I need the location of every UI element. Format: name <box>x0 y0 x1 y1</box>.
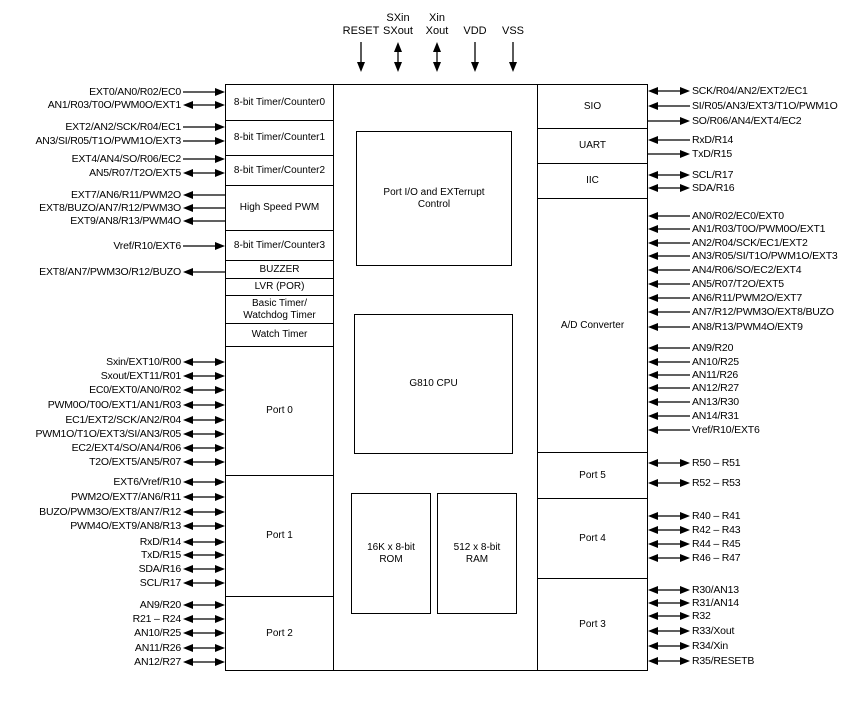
pin-row <box>648 477 742 489</box>
pin-label: SI/R05/AN3/EXT3/T1O/PWM1O <box>692 100 838 112</box>
block-label-line: 8-bit Timer/Counter1 <box>233 132 326 143</box>
pin-label: Sxout/EXT11/R01 <box>100 370 181 382</box>
input-arrow-icon <box>648 425 690 435</box>
pin-row <box>68 215 225 227</box>
iic-block <box>537 163 648 199</box>
pin-row <box>648 410 741 422</box>
timer-counter1-block <box>225 120 334 156</box>
ad-converter-block <box>537 198 648 453</box>
pin-row <box>63 121 225 133</box>
pin-label: EC1/EXT2/SCK/AN2/R04 <box>65 414 181 426</box>
pin-label: TxD/R15 <box>140 549 181 561</box>
input-arrow-icon <box>183 154 225 164</box>
pin-label: EC2/EXT4/SO/AN4/R06 <box>71 442 181 454</box>
buzzer-block <box>225 260 334 279</box>
input-arrow-icon <box>648 397 690 407</box>
timer-counter3-block <box>225 230 334 261</box>
input-arrow-icon <box>648 211 690 221</box>
pin-label: PWM4O/EXT9/AN8/R13 <box>70 520 181 532</box>
input-arrow-icon <box>648 383 690 393</box>
input-arrow-icon <box>648 135 690 145</box>
pin-label: EXT2/AN2/SCK/R04/EC1 <box>65 121 181 133</box>
bidirectional-arrow-icon <box>183 600 225 610</box>
lvr-por-label <box>255 281 305 293</box>
pin-row <box>68 520 225 532</box>
pin-row <box>648 210 786 222</box>
rom-label <box>367 542 415 566</box>
bidirectional-arrow-icon <box>183 477 225 487</box>
pin-label: R52 – R53 <box>692 477 741 489</box>
left-peripheral-column <box>225 84 334 671</box>
pin-label: R30/AN13 <box>692 584 739 596</box>
pin-row <box>37 506 225 518</box>
pin-row <box>87 384 225 396</box>
bidirectional-arrow-icon <box>183 614 225 624</box>
uart-block <box>537 128 648 164</box>
input-arrow-icon <box>648 411 690 421</box>
rom-block <box>351 493 431 614</box>
pin-row <box>139 549 225 561</box>
pin-row <box>137 563 225 575</box>
pin-label: R33/Xout <box>692 625 735 637</box>
pin-row <box>648 369 740 381</box>
pin-row <box>648 597 741 609</box>
ad-converter-label <box>561 320 624 332</box>
bidirectional-arrow-icon <box>183 457 225 467</box>
input-arrow-icon <box>648 224 690 234</box>
bidirectional-arrow-icon <box>183 564 225 574</box>
pin-label: Sxin/EXT10/R00 <box>106 356 181 368</box>
pin-label: R42 – R43 <box>692 524 741 536</box>
port4-label <box>579 533 606 545</box>
pin-row <box>46 99 225 111</box>
block-label-line: 16K x 8-bit <box>367 541 415 553</box>
pin-row <box>648 510 742 522</box>
input-arrow-icon <box>648 101 690 111</box>
input-arrow-icon <box>648 279 690 289</box>
pin-label: SCL/R17 <box>139 577 181 589</box>
pin-row <box>70 442 225 454</box>
pin-row <box>138 577 225 589</box>
ram-block <box>437 493 517 614</box>
high-speed-pwm-label <box>240 202 319 214</box>
pin-row <box>648 655 756 667</box>
top-label-line: RESET <box>342 25 380 37</box>
bidirectional-arrow-icon <box>648 511 690 521</box>
block-label-line: Port 4 <box>579 532 606 544</box>
pin-row <box>63 414 225 426</box>
input-arrow-icon <box>508 42 518 72</box>
pin-label: AN1/R03/T0O/PWM0O/EXT1 <box>47 99 181 111</box>
pin-row <box>648 356 741 368</box>
pin-label: AN9/R20 <box>692 342 734 354</box>
block-label-line: ROM <box>379 553 403 565</box>
bidirectional-arrow-icon <box>183 400 225 410</box>
block-label-line: 8-bit Timer/Counter0 <box>233 96 326 108</box>
bidirectional-arrow-icon <box>183 578 225 588</box>
pin-row <box>648 134 735 146</box>
top-label-line: Xout <box>425 25 449 37</box>
pin-row <box>69 189 225 201</box>
pin-label: TxD/R15 <box>692 148 733 160</box>
bidirectional-arrow-icon <box>648 539 690 549</box>
pin-row <box>648 457 742 469</box>
basic-watchdog-timer-block <box>225 295 334 324</box>
pin-row <box>87 167 225 179</box>
block-label-line: Port 3 <box>579 618 606 630</box>
high-speed-pwm-block <box>225 185 334 231</box>
pin-row <box>104 356 225 368</box>
pin-row <box>138 536 225 548</box>
pin-label: R31/AN14 <box>692 597 739 609</box>
sio-block <box>537 84 648 129</box>
port5-block <box>537 452 648 499</box>
port1-block <box>225 475 334 597</box>
bidirectional-arrow-icon <box>183 168 225 178</box>
vss-pin-label <box>468 10 558 38</box>
block-label-line: LVR (POR) <box>254 281 305 292</box>
block-label-line: Watchdog Timer <box>243 309 316 321</box>
bidirectional-arrow-icon <box>183 492 225 502</box>
pin-label: R44 – R45 <box>692 538 741 550</box>
bidirectional-arrow-icon <box>648 525 690 535</box>
block-label-line: High Speed PWM <box>239 202 320 213</box>
input-arrow-icon <box>648 238 690 248</box>
pin-label: Vref/R10/EXT6 <box>113 240 181 252</box>
pin-row <box>648 306 836 318</box>
pin-label: R46 – R47 <box>692 552 741 564</box>
pin-row <box>70 153 225 165</box>
block-label-line: Port 2 <box>266 627 293 639</box>
pin-label: R34/Xin <box>692 640 728 652</box>
block-label-line: Watch Timer <box>251 329 308 340</box>
output-arrow-icon <box>183 267 225 277</box>
pin-row <box>37 202 225 214</box>
pin-row <box>99 370 225 382</box>
bidirectional-arrow-icon <box>183 357 225 367</box>
top-label-line: SXout <box>383 25 413 37</box>
pin-row <box>111 240 225 252</box>
iic-label <box>586 175 599 187</box>
pin-row <box>648 292 804 304</box>
pin-label: AN14/R31 <box>692 410 739 422</box>
port3-block <box>537 578 648 671</box>
pin-row <box>132 627 225 639</box>
block-label-line: 512 x 8-bit <box>453 541 501 553</box>
pin-row <box>33 428 225 440</box>
pin-label: AN13/R30 <box>692 396 739 408</box>
pin-label: EXT9/AN8/R13/PWM4O <box>70 215 181 227</box>
port0-block <box>225 346 334 476</box>
port1-label <box>266 530 293 542</box>
port-io-exterrupt-control-block <box>356 131 512 266</box>
pin-label: AN10/R25 <box>134 627 181 639</box>
block-label-line: 8-bit Timer/Counter3 <box>233 239 326 251</box>
pin-label: R21 – R24 <box>132 613 181 625</box>
block-label-line: Port 5 <box>579 469 606 481</box>
bidirectional-arrow-icon <box>648 183 690 193</box>
input-arrow-icon <box>648 370 690 380</box>
input-arrow-icon <box>183 122 225 132</box>
top-label-line: VSS <box>501 25 524 37</box>
pin-label: EXT4/AN4/SO/R06/EC2 <box>71 153 181 165</box>
pin-label: AN11/R26 <box>134 642 181 654</box>
top-label-line: Xin <box>429 12 445 24</box>
block-label-line: RAM <box>465 553 489 565</box>
block-label-line: SIO <box>583 100 602 112</box>
block-label-line: 8-bit Timer/Counter2 <box>233 164 326 176</box>
pin-label: AN12/R27 <box>134 656 181 668</box>
block-label-line: A/D Converter <box>560 319 625 331</box>
bidirectional-arrow-icon <box>183 643 225 653</box>
block-label-line: Control <box>417 198 451 210</box>
pin-row <box>648 382 741 394</box>
pin-row <box>648 584 741 596</box>
watch-timer-label <box>252 329 308 341</box>
pin-row <box>648 524 742 536</box>
port2-label <box>266 628 293 640</box>
pin-row <box>648 148 734 160</box>
bidirectional-arrow-icon <box>648 585 690 595</box>
pin-row <box>648 115 803 127</box>
pin-row <box>648 321 805 333</box>
pin-row <box>131 613 225 625</box>
pin-row <box>648 169 735 181</box>
timer-counter0-block <box>225 84 334 121</box>
pin-label: AN3/SI/R05/T1O/PWM1O/EXT3 <box>35 135 181 147</box>
input-arrow-icon <box>183 136 225 146</box>
input-arrow-icon <box>648 293 690 303</box>
port5-label <box>579 470 606 482</box>
pin-label: AN2/R04/SCK/EC1/EXT2 <box>692 237 808 249</box>
sio-label <box>584 101 601 113</box>
pin-row <box>648 182 736 194</box>
bidirectional-arrow-icon <box>183 628 225 638</box>
pin-label: SCK/R04/AN2/EXT2/EC1 <box>692 85 808 97</box>
timer-counter2-label <box>234 165 325 177</box>
pin-label: SDA/R16 <box>138 563 181 575</box>
pin-label: R40 – R41 <box>692 510 741 522</box>
pin-row <box>33 135 225 147</box>
pin-label: AN12/R27 <box>692 382 739 394</box>
pin-label: PWM2O/EXT7/AN6/R11 <box>71 491 181 503</box>
pin-label: PWM0O/T0O/EXT1/AN1/R03 <box>47 399 181 411</box>
pin-label: EXT6/Vref/R10 <box>113 476 181 488</box>
pin-label: AN10/R25 <box>692 356 739 368</box>
port0-label <box>266 405 293 417</box>
bidirectional-arrow-icon <box>648 611 690 621</box>
pin-label: SO/R06/AN4/EXT4/EC2 <box>692 115 802 127</box>
pin-label: AN7/R12/PWM3O/EXT8/BUZO <box>692 306 834 318</box>
pin-row <box>648 424 762 436</box>
pin-label: R32 <box>692 610 711 622</box>
pin-label: EC0/EXT0/AN0/R02 <box>89 384 181 396</box>
g810-cpu-label <box>409 378 457 390</box>
pin-row <box>648 538 742 550</box>
top-label-line: VDD <box>463 25 487 37</box>
pin-row <box>138 599 225 611</box>
timer-counter1-label <box>234 132 325 144</box>
bidirectional-arrow-icon <box>648 626 690 636</box>
pin-label: AN3/R05/SI/T1O/PWM1O/EXT3 <box>692 250 838 262</box>
bidirectional-arrow-icon <box>183 385 225 395</box>
ram-label <box>454 542 501 566</box>
bidirectional-arrow-icon <box>183 100 225 110</box>
pin-label: EXT0/AN0/R02/EC0 <box>89 86 181 98</box>
pin-label: BUZO/PWM3O/EXT8/AN7/R12 <box>39 506 181 518</box>
pin-row <box>648 610 713 622</box>
timer-counter0-label <box>234 97 325 109</box>
pin-label: PWM1O/T1O/EXT3/SI/AN3/R05 <box>35 428 181 440</box>
buzzer-label <box>260 264 300 276</box>
pin-row <box>133 642 225 654</box>
pin-label: AN11/R26 <box>692 369 739 381</box>
input-arrow-icon <box>356 42 366 72</box>
pin-row <box>46 399 225 411</box>
pin-row <box>87 456 225 468</box>
block-label-line: Port I/O and EXTerrupt <box>383 186 485 198</box>
bidirectional-arrow-icon <box>648 641 690 651</box>
bidirectional-arrow-icon <box>183 537 225 547</box>
block-label-line: BUZZER <box>259 263 300 275</box>
pin-label: RxD/R14 <box>692 134 734 146</box>
bidirectional-arrow-icon <box>183 371 225 381</box>
port2-block <box>225 596 334 671</box>
pin-label: SDA/R16 <box>692 182 735 194</box>
lvr-por-block <box>225 278 334 296</box>
bidirectional-arrow-icon <box>183 550 225 560</box>
bidirectional-arrow-icon <box>432 42 442 72</box>
bidirectional-arrow-icon <box>648 553 690 563</box>
pin-row <box>648 278 786 290</box>
pin-row <box>648 552 742 564</box>
input-arrow-icon <box>648 307 690 317</box>
bidirectional-arrow-icon <box>183 521 225 531</box>
bidirectional-arrow-icon <box>183 429 225 439</box>
pin-label: AN6/R11/PWM2O/EXT7 <box>692 292 802 304</box>
g810-cpu-block <box>354 314 513 454</box>
pin-row <box>648 250 840 262</box>
bidirectional-arrow-icon <box>183 415 225 425</box>
input-arrow-icon <box>648 251 690 261</box>
bidirectional-arrow-icon <box>648 598 690 608</box>
timer-counter3-label <box>234 240 325 252</box>
output-arrow-icon <box>648 116 690 126</box>
basic-watchdog-timer-label <box>243 298 315 322</box>
output-arrow-icon <box>183 190 225 200</box>
port-io-exterrupt-control-label <box>383 187 484 211</box>
pin-row <box>648 640 730 652</box>
block-label-line: Basic Timer/ <box>251 297 307 309</box>
block-label-line: G810 CPU <box>409 378 458 389</box>
input-arrow-icon <box>648 357 690 367</box>
pin-label: AN1/R03/T0O/PWM0O/EXT1 <box>692 223 826 235</box>
bidirectional-arrow-icon <box>648 86 690 96</box>
block-label-line: Port 1 <box>266 530 293 541</box>
pin-row <box>648 625 736 637</box>
pin-row <box>132 656 225 668</box>
output-arrow-icon <box>183 203 225 213</box>
input-arrow-icon <box>470 42 480 72</box>
pin-row <box>87 86 225 98</box>
input-arrow-icon <box>648 322 690 332</box>
input-arrow-icon <box>648 343 690 353</box>
top-label-line: SXin <box>386 12 410 24</box>
bidirectional-arrow-icon <box>183 657 225 667</box>
block-label-line: UART <box>578 140 607 151</box>
output-arrow-icon <box>183 216 225 226</box>
pin-label: EXT8/BUZO/AN7/R12/PWM3O <box>39 202 181 214</box>
pin-label: Vref/R10/EXT6 <box>692 424 760 436</box>
pin-row <box>69 491 225 503</box>
pin-row <box>648 396 741 408</box>
input-arrow-icon <box>183 241 225 251</box>
pin-row <box>37 266 225 278</box>
pin-label: AN4/R06/SO/EC2/EXT4 <box>692 264 802 276</box>
bidirectional-arrow-icon <box>648 478 690 488</box>
bidirectional-arrow-icon <box>648 170 690 180</box>
pin-label: EXT7/AN6/R11/PWM2O <box>71 189 181 201</box>
pin-row <box>648 100 840 112</box>
pin-label: SCL/R17 <box>692 169 734 181</box>
pin-label: RxD/R14 <box>139 536 181 548</box>
pin-row <box>111 476 225 488</box>
pin-label: R50 – R51 <box>692 457 741 469</box>
output-arrow-icon <box>648 149 690 159</box>
input-arrow-icon <box>183 87 225 97</box>
input-arrow-icon <box>648 265 690 275</box>
pin-row <box>648 237 810 249</box>
pin-row <box>648 85 810 97</box>
pin-row <box>648 342 735 354</box>
bidirectional-arrow-icon <box>183 507 225 517</box>
pin-row <box>648 264 803 276</box>
watch-timer-block <box>225 323 334 347</box>
pin-label: AN8/R13/PWM4O/EXT9 <box>692 321 803 333</box>
bidirectional-arrow-icon <box>183 443 225 453</box>
port4-block <box>537 498 648 579</box>
right-peripheral-column <box>537 84 648 671</box>
timer-counter2-block <box>225 155 334 186</box>
pin-label: AN5/R07/T2O/EXT5 <box>692 278 784 290</box>
pin-label: AN9/R20 <box>139 599 181 611</box>
port3-label <box>579 619 606 631</box>
pin-label: R35/RESETB <box>692 655 755 667</box>
pin-label: AN5/R07/T2O/EXT5 <box>89 167 181 179</box>
bidirectional-arrow-icon <box>648 458 690 468</box>
pin-label: T2O/EXT5/AN5/R07 <box>89 456 181 468</box>
pin-label: EXT8/AN7/PWM3O/R12/BUZO <box>39 266 181 278</box>
bidirectional-arrow-icon <box>648 656 690 666</box>
uart-label <box>579 140 606 152</box>
pin-row <box>648 223 827 235</box>
block-label-line: Port 0 <box>266 405 293 416</box>
pin-label: AN0/R02/EC0/EXT0 <box>692 210 784 222</box>
bidirectional-arrow-icon <box>393 42 403 72</box>
block-label-line: IIC <box>586 175 599 186</box>
